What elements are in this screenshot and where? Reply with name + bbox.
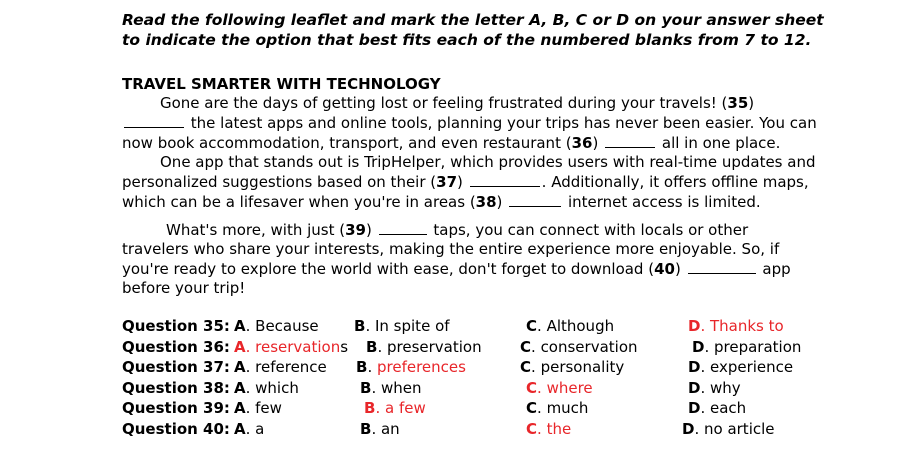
blank-number-40: 40 (654, 260, 675, 278)
option-b[interactable]: B. when (360, 378, 422, 397)
option-a[interactable]: A. a (234, 419, 265, 438)
blank-number-35: 35 (727, 94, 749, 112)
option-a-answer[interactable]: A. reservations (234, 337, 349, 356)
passage-line: before your trip! (122, 279, 246, 297)
blank-number-36: 36 (571, 134, 593, 152)
blank-36 (605, 133, 655, 148)
option-d-answer[interactable]: D. Thanks to (688, 317, 784, 335)
passage-line: now book accommodation, transport, and even restaurant (36) all in one place. (122, 134, 781, 152)
question-row (122, 357, 882, 378)
option-d[interactable]: D. no article (682, 419, 775, 438)
passage-line: What's more, with just (39) taps, you can connect with locals or other (166, 221, 749, 239)
option-c-answer[interactable]: C. the (526, 419, 572, 438)
option-b[interactable]: B. an (360, 419, 400, 438)
option-a[interactable]: A. reference (234, 358, 327, 376)
passage-line: you're ready to explore the world with ease, don't forget to download (40) app (122, 260, 791, 278)
option-d[interactable]: D. each (688, 399, 747, 417)
option-c[interactable]: C. much (526, 399, 589, 417)
blank-38 (509, 192, 561, 207)
question-label: Question 40: (122, 419, 230, 438)
question-label: Question 35: (122, 317, 230, 335)
option-b-answer[interactable]: B. preferences (356, 358, 466, 376)
blank-number-38: 38 (475, 193, 497, 211)
blank-number-37: 37 (436, 173, 458, 191)
passage-line: the latest apps and online tools, planning your trips has never been easier. You can (122, 113, 842, 133)
option-b[interactable]: B. preservation (366, 337, 482, 356)
option-d[interactable]: D. experience (688, 358, 794, 376)
option-c-answer[interactable]: C. where (526, 378, 593, 397)
option-c[interactable]: C. conservation (520, 337, 638, 356)
option-b-answer[interactable]: B. a few (364, 399, 426, 417)
blank-40 (688, 259, 756, 274)
passage-body (122, 94, 842, 298)
option-c[interactable]: C. personality (520, 358, 625, 376)
question-row (122, 337, 882, 358)
blank-number-39: 39 (345, 221, 366, 239)
passage-title: TRAVEL SMARTER WITH TECHNOLOGY (122, 75, 441, 93)
questions (122, 316, 882, 439)
option-c[interactable]: C. Although (526, 317, 615, 335)
instructions-line-1: Read the following leaflet and mark the letter A, B, C or D on your answer sheet (122, 11, 824, 29)
blank-35 (124, 113, 184, 128)
question-row (122, 378, 882, 399)
passage-line: One app that stands out is TripHelper, which provides users with real-time updates and (160, 153, 816, 171)
question-label: Question 37: (122, 358, 230, 376)
question-label: Question 39: (122, 399, 230, 417)
passage-line: which can be a lifesaver when you're in areas (38) internet access is limited. (122, 193, 761, 211)
instructions-line-2: to indicate the option that best fits each of the numbered blanks from 7 to 12. (122, 31, 812, 49)
option-a[interactable]: A. Because (234, 317, 319, 335)
instructions (122, 10, 842, 50)
passage-line: Gone are the days of getting lost or feeling frustrated during your travels! (35) (160, 94, 755, 112)
passage-line: personalized suggestions based on their (37) . Additionally, it offers offline maps, (122, 173, 809, 191)
passage-line: travelers who share your interests, making the entire experience more enjoyable. So, if (122, 240, 780, 258)
question-row (122, 398, 882, 419)
question-row (122, 419, 882, 440)
option-d[interactable]: D. why (688, 378, 741, 397)
option-a[interactable]: A. few (234, 399, 282, 417)
question-label: Question 36: (122, 337, 230, 356)
question-row (122, 316, 882, 337)
option-b[interactable]: B. In spite of (354, 317, 450, 335)
option-d[interactable]: D. preparation (692, 337, 802, 356)
blank-39 (379, 220, 427, 235)
blank-37 (470, 172, 540, 187)
option-a[interactable]: A. which (234, 378, 299, 397)
question-label: Question 38: (122, 378, 230, 397)
